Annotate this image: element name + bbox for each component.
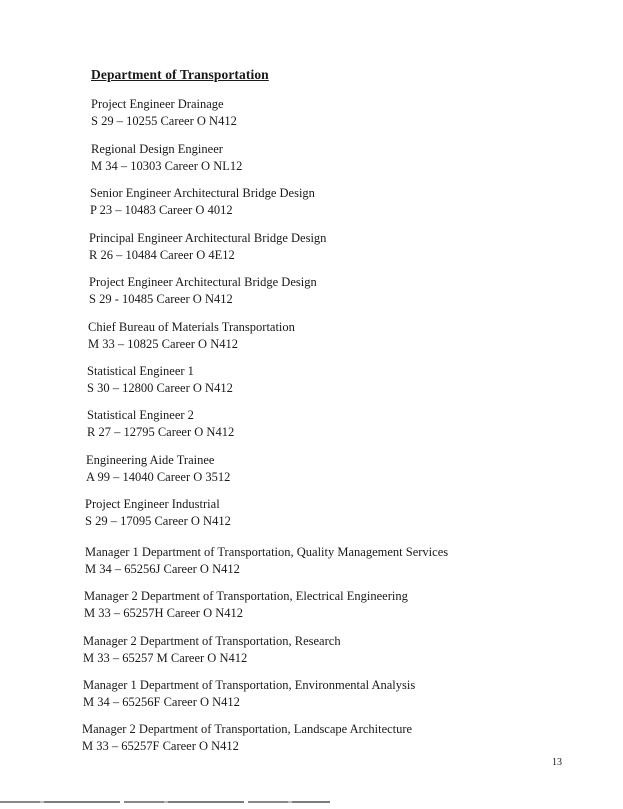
job-code: M 33 – 65257F Career O N412 xyxy=(82,739,239,753)
scan-artifact-line xyxy=(0,801,330,803)
job-title: Manager 1 Department of Transportation, Environmental Analysis xyxy=(83,678,416,692)
list-item xyxy=(91,96,237,130)
job-code: M 34 – 65256J Career O N412 xyxy=(85,562,240,576)
list-item xyxy=(90,185,315,219)
job-code: S 29 – 17095 Career O N412 xyxy=(85,514,231,528)
job-title: Engineering Aide Trainee xyxy=(86,453,215,467)
job-title: Project Engineer Industrial xyxy=(85,497,220,511)
job-code: M 33 – 65257 M Career O N412 xyxy=(83,651,248,665)
job-code: M 34 – 10303 Career O NL12 xyxy=(91,159,243,173)
list-item xyxy=(84,588,408,622)
job-code: P 23 – 10483 Career O 4012 xyxy=(90,203,233,217)
list-item xyxy=(88,319,295,353)
list-item xyxy=(89,274,317,308)
job-title: Chief Bureau of Materials Transportation xyxy=(88,320,295,334)
list-item xyxy=(83,633,341,667)
job-title: Senior Engineer Architectural Bridge Design xyxy=(90,186,315,200)
job-title: Regional Design Engineer xyxy=(91,142,223,156)
job-code: M 33 – 65257H Career O N412 xyxy=(84,606,244,620)
job-code: M 33 – 10825 Career O N412 xyxy=(88,337,238,351)
page-number: 13 xyxy=(552,757,562,768)
job-title: Statistical Engineer 2 xyxy=(87,408,194,422)
list-item xyxy=(87,407,234,441)
job-code: R 27 – 12795 Career O N412 xyxy=(87,425,235,439)
list-item xyxy=(83,677,415,711)
job-code: R 26 – 10484 Career O 4E12 xyxy=(89,248,235,262)
job-title: Manager 2 Department of Transportation, Electrical Engineering xyxy=(84,589,408,603)
job-code: S 29 - 10485 Career O N412 xyxy=(89,292,233,306)
job-title: Project Engineer Drainage xyxy=(91,97,224,111)
job-code: M 34 – 65256F Career O N412 xyxy=(83,695,240,709)
list-item xyxy=(86,452,230,486)
job-title: Principal Engineer Architectural Bridge Design xyxy=(89,231,327,245)
page-title: Department of Transportation xyxy=(91,67,269,82)
job-title: Manager 2 Department of Transportation, Landscape Architecture xyxy=(82,722,413,736)
list-item xyxy=(85,544,448,578)
job-title: Manager 1 Department of Transportation, Quality Management Services xyxy=(85,545,449,559)
list-item xyxy=(91,141,242,175)
job-title: Project Engineer Architectural Bridge Design xyxy=(89,275,317,289)
job-code: S 30 – 12800 Career O N412 xyxy=(87,381,233,395)
list-item xyxy=(87,363,233,397)
job-code: A 99 – 14040 Career O 3512 xyxy=(86,470,231,484)
list-item xyxy=(82,721,412,755)
list-item xyxy=(89,230,326,264)
job-title: Statistical Engineer 1 xyxy=(87,364,194,378)
job-title: Manager 2 Department of Transportation, Research xyxy=(83,634,341,648)
list-item xyxy=(85,496,231,530)
job-code: S 29 – 10255 Career O N412 xyxy=(91,114,237,128)
